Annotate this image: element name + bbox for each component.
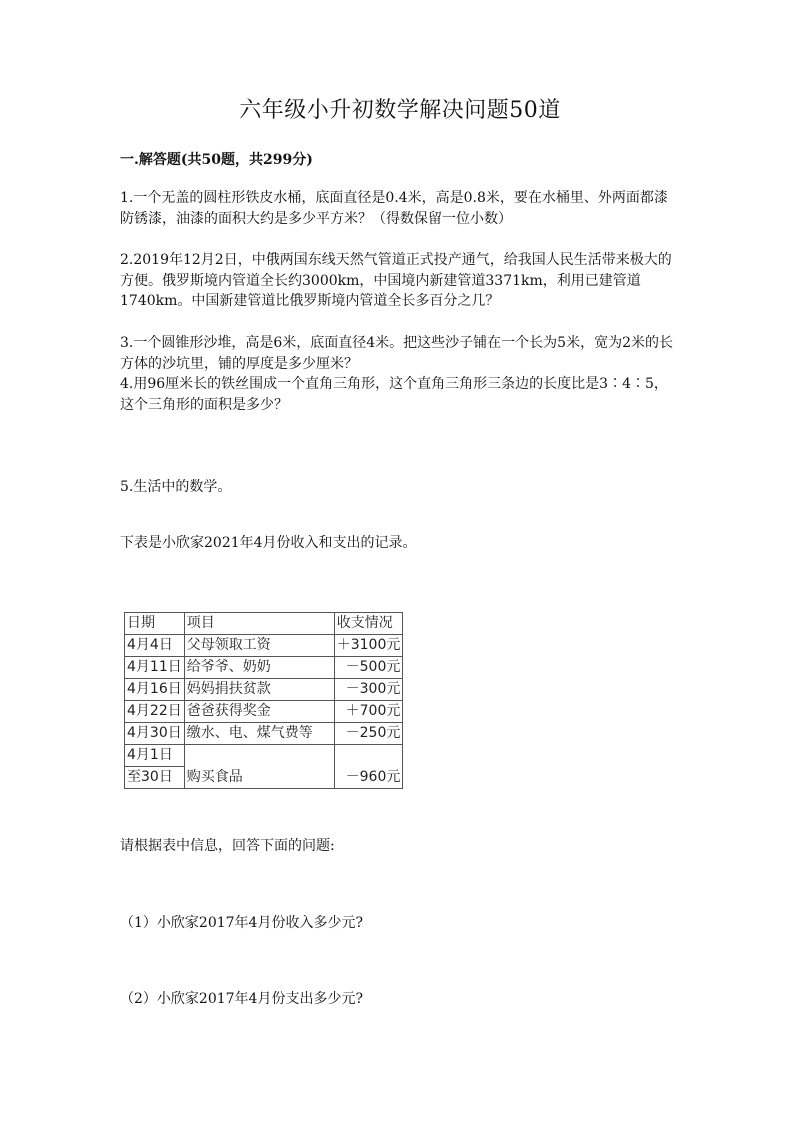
table-row (125, 701, 403, 723)
question-5-sub-2: （2）小欣家2017年4月份支出多少元? (120, 991, 363, 1007)
table-cell-item: 缴水、电、煤气费等 (184, 723, 334, 745)
table-cell-date: 4月30日 (125, 723, 185, 745)
table-cell-amount: －500元 (334, 657, 403, 679)
table-cell-item: 购买食品 (184, 767, 334, 789)
table-header-cell: 收支情况 (334, 613, 403, 635)
question-5: 5.生活中的数学。 (120, 479, 232, 495)
table-cell-amount: ＋3100元 (334, 635, 403, 657)
table-cell-date: 4月11日 (125, 657, 185, 679)
table-row (125, 745, 403, 767)
page-title: 六年级小升初数学解决问题50道 (239, 98, 561, 123)
question-2: 2.2019年12月2日，中俄两国东线天然气管道正式投产通气，给我国人民生活带来极大的方便。俄罗斯境内管道全长约3000km，中国境内新建管道3371km，利用已建管道1740km。中国新建管道比俄罗斯境内管道全长多百分之几？ (120, 252, 672, 309)
table-cell-amount (334, 745, 403, 767)
table-cell-item: 妈妈捐扶贫款 (184, 679, 334, 701)
table-row (125, 679, 403, 701)
question-5-prompt: 请根据表中信息，回答下面的问题: (120, 838, 335, 854)
question-5-sub-1: （1）小欣家2017年4月份收入多少元? (120, 915, 363, 931)
table-cell-amount: ＋700元 (334, 701, 403, 723)
table-row (125, 635, 403, 657)
table-cell-date: 4月22日 (125, 701, 185, 723)
table-cell-amount: －300元 (334, 679, 403, 701)
table-cell-date: 4月4日 (125, 635, 185, 657)
question-1: 1.一个无盖的圆柱形铁皮水桶，底面直径是0.4米，高是0.8米，要在水桶里、外两面都漆防锈漆，油漆的面积大约是多少平方米？（得数保留一位小数） (120, 190, 668, 227)
table-header-row (125, 613, 403, 635)
table-cell-item: 爸爸获得奖金 (184, 701, 334, 723)
table-cell-item (184, 745, 334, 767)
table-cell-item: 给爷爷、奶奶 (184, 657, 334, 679)
table-cell-date: 4月1日 (125, 745, 185, 767)
table-cell-date: 至30日 (125, 767, 185, 789)
table-row (125, 723, 403, 745)
table-header-cell: 日期 (125, 613, 185, 635)
question-4: 4.用96厘米长的铁丝围成一个直角三角形，这个直角三角形三条边的长度比是3∶4∶5，这个三角形的面积是多少？ (120, 376, 668, 413)
table-header-cell: 项目 (184, 613, 334, 635)
income-expense-table (124, 612, 403, 789)
section-heading: 一.解答题(共50题，共299分) (120, 152, 313, 168)
table-row (125, 657, 403, 679)
question-3: 3.一个圆锥形沙堆，高是6米，底面直径4米。把这些沙子铺在一个长为5米，宽为2米的长方体的沙坑里，铺的厚度是多少厘米？ (120, 335, 673, 372)
table-cell-date: 4月16日 (125, 679, 185, 701)
table-cell-amount: －960元 (334, 767, 403, 789)
table-cell-item: 父母领取工资 (184, 635, 334, 657)
table-cell-amount: －250元 (334, 723, 403, 745)
table-row (125, 767, 403, 789)
question-5-intro: 下表是小欣家2021年4月份收入和支出的记录。 (120, 535, 417, 551)
